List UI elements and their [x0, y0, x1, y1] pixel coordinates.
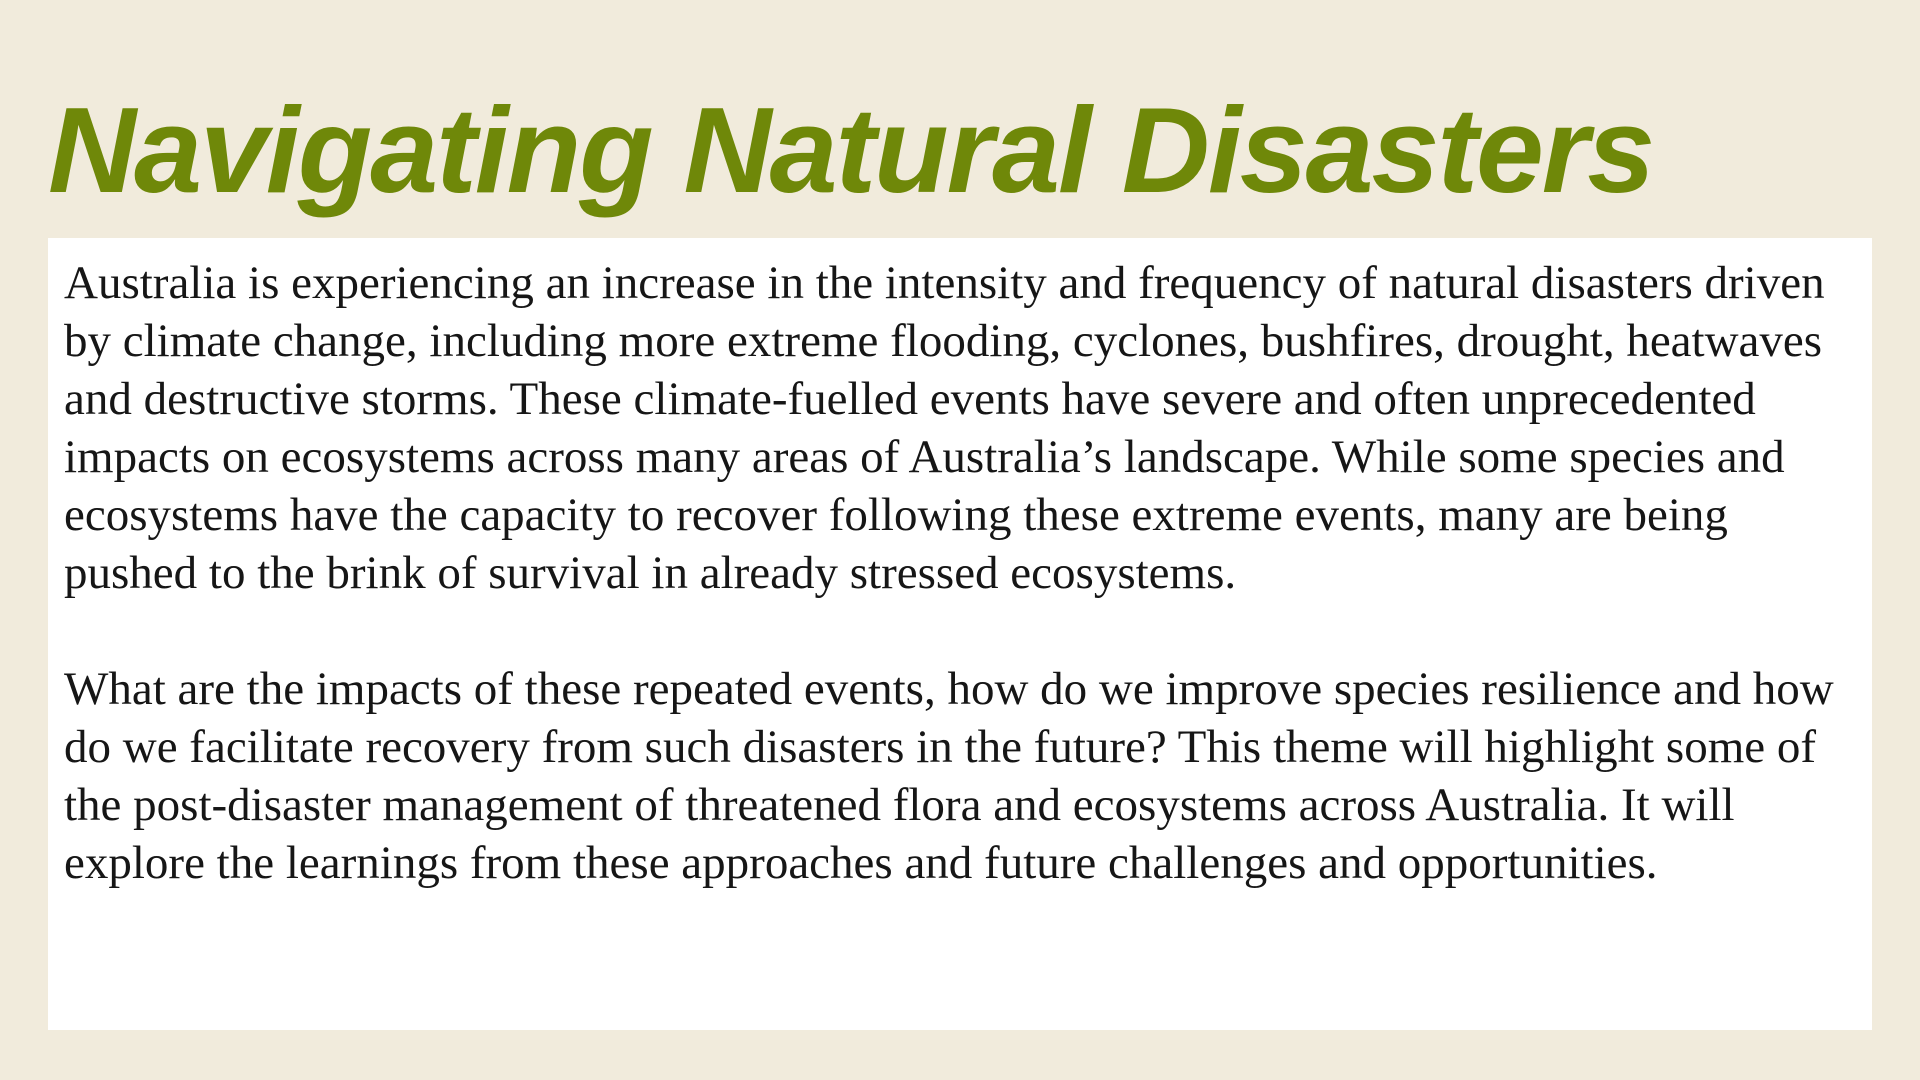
text-panel [48, 238, 1872, 1030]
page-title: Navigating Natural Disasters [48, 82, 1654, 218]
intro-paragraph: Australia is experiencing an increase in the intensity and frequency of natural disasters driven by climate change, including more extreme flooding, cyclones, bushfires, drought, heatwaves and destructive storms. These climate-fuelled events have severe and often unprecedented impacts on ecosystems across many areas of Australia’s landscape. While some species and ecosystems have the capacity to recover following these extreme events, many are being pushed to the brink of survival in already stressed ecosystems. [64, 257, 1825, 599]
theme-paragraph: What are the impacts of these repeated events, how do we improve species resilience and how do we facilitate recovery from such disasters in the future? This theme will highlight some of the post-disaster management of threatened flora and ecosystems across Australia. It will explore the learnings from these approaches and future challenges and opportunities. [64, 663, 1834, 889]
